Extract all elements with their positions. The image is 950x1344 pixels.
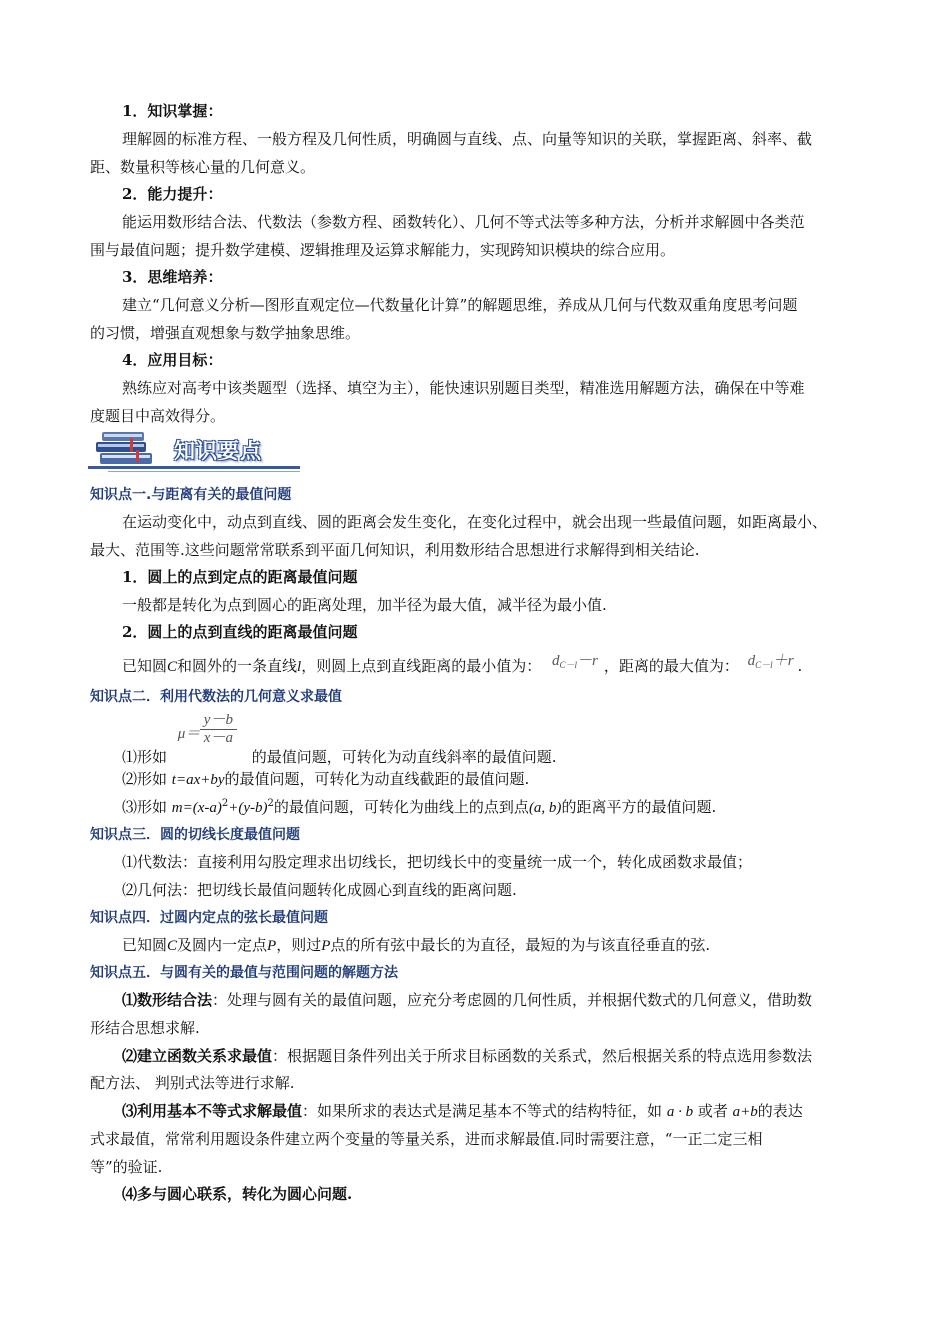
k3-heading: 知识点三．圆的切线长度最值问题 <box>90 827 300 843</box>
goal-1-title: 1．知识掌握： <box>122 102 223 120</box>
k1-sub1-text: 一般都是转化为点到圆心的距离处理，加半径为最大值，减半径为最小值. <box>122 596 607 614</box>
line-var: l <box>297 659 302 675</box>
text: ⑴形如 <box>122 748 168 766</box>
text: 和圆外的一条直线 <box>177 657 298 675</box>
min-distance-formula: $d_{C-l}-r$ <box>552 653 598 670</box>
text: 已知圆 <box>122 657 168 675</box>
k5-method-1-line-2: 形结合思想求解. <box>90 1019 200 1037</box>
goal-3-title: 3．思维培养： <box>122 268 223 286</box>
goal-3-line-1: 建立“几何意义分析—图形直观定位—代数量化计算”的解题思维，养成从几何与代数双重角度思考问题 <box>122 296 798 314</box>
k2-line-3: ⑶形如 $m=(x-a)^2+(y-b)^2$的最值问题，可转化为曲线上的点到点(a, b)的距离平方的最值问题. <box>122 798 717 816</box>
k5-method-4: ⑷多与圆心联系，转化为圆心问题. <box>122 1185 353 1203</box>
k1-heading: 知识点一.与距离有关的最值问题 <box>90 487 292 503</box>
k1-para-2: 最大、范围等.这些问题常常联系到平面几何知识，利用数形结合思想进行求解得到相关结论. <box>90 541 700 559</box>
goal-2-line-2: 围与最值问题；提升数学建模、逻辑推理及运算求解能力，实现跨知识模块的综合应用。 <box>90 241 676 259</box>
banner-title: 知识要点 <box>174 439 262 463</box>
k2-heading: 知识点二．利用代数法的几何意义求最值 <box>90 689 342 705</box>
k5-method-2-line-1: ⑵建立函数关系求最值：根据题目条件列出关于所求目标函数的关系式，然后根据关系的特点选用参数法 <box>122 1047 813 1065</box>
text: 的最值问题，可转化为动直线斜率的最值问题. <box>251 748 557 766</box>
k4-heading: 知识点四．过圆内定点的弦长最值问题 <box>90 910 328 926</box>
k3-line-2: ⑵几何法：把切线长最值问题转化成圆心到直线的距离问题. <box>122 881 517 899</box>
goal-1-line-2: 距、数量积等核心量的几何意义。 <box>90 158 316 176</box>
goal-4-line-1: 熟练应对高考中该类题型（选择、填空为主），能快速识别题目类型，精准选用解题方法，确保在中等难 <box>122 379 805 397</box>
text: ，则圆上点到直线距离的最小值为： <box>301 657 542 675</box>
k5-method-3-line-2: 式求最值，常常利用题设条件建立两个变量的等量关系，进而求解最值.同时需要注意，“一正二定三相 <box>90 1130 763 1148</box>
k2-line-1 <box>122 712 557 767</box>
goal-4-title: 4．应用目标： <box>122 351 223 369</box>
fraction-formula: μ＝ $\frac{y-b}{x-a}$ <box>172 742 252 762</box>
circle-var: C <box>167 659 178 675</box>
k3-line-1: ⑴代数法：直接利用勾股定理求出切线长，把切线长中的变量统一成一个，转化成函数求最值； <box>122 853 753 871</box>
goal-3-line-2: 的习惯，增强直观想象与数学抽象思维。 <box>90 324 361 342</box>
text: . <box>797 657 803 675</box>
goal-4-line-2: 度题目中高效得分。 <box>90 407 226 425</box>
text: ，距离的最大值为： <box>603 657 739 675</box>
k1-sub1-title: 1．圆上的点到定点的距离最值问题 <box>122 568 358 586</box>
k1-sub2-line <box>122 653 803 681</box>
goal-2-line-1: 能运用数形结合法、代数法（参数方程、函数转化）、几何不等式法等多种方法，分析并求解圆中各类范 <box>122 213 805 231</box>
goal-2-title: 2．能力提升： <box>122 185 223 203</box>
max-distance-formula: $d_{C-l}+r$ <box>747 653 794 670</box>
k2-line-2: ⑵形如 t=ax+by的最值问题，可转化为动直线截距的最值问题. <box>122 770 530 788</box>
k5-heading: 知识点五．与圆有关的最值与范围问题的解题方法 <box>90 965 398 981</box>
k5-method-1-line-1: ⑴数形结合法：处理与圆有关的最值问题，应充分考虑圆的几何性质，并根据代数式的几何意义，借助数 <box>122 991 813 1009</box>
k4-line: 已知圆C及圆内一定点P，则过P点的所有弦中最长的为直径，最短的为与该直径垂直的弦. <box>122 936 711 954</box>
k1-para-1: 在运动变化中，动点到直线、圆的距离会发生变化，在变化过程中，就会出现一些最值问题，如距离最小、 <box>122 513 828 531</box>
goal-1-line-1: 理解圆的标准方程、一般方程及几何性质，明确圆与直线、点、向量等知识的关联，掌握距离、斜率、截 <box>122 130 813 148</box>
k5-method-2-line-2: 配方法、 判别式法等进行求解. <box>90 1074 295 1092</box>
k5-method-3-line-1: ⑶利用基本不等式求解最值：如果所求的表达式是满足基本不等式的结构特征，如 a · b 或者 a+b的表达 <box>122 1102 803 1120</box>
k1-sub2-title: 2．圆上的点到直线的距离最值问题 <box>122 623 358 641</box>
k5-method-3-line-3: 等”的验证. <box>90 1158 163 1176</box>
